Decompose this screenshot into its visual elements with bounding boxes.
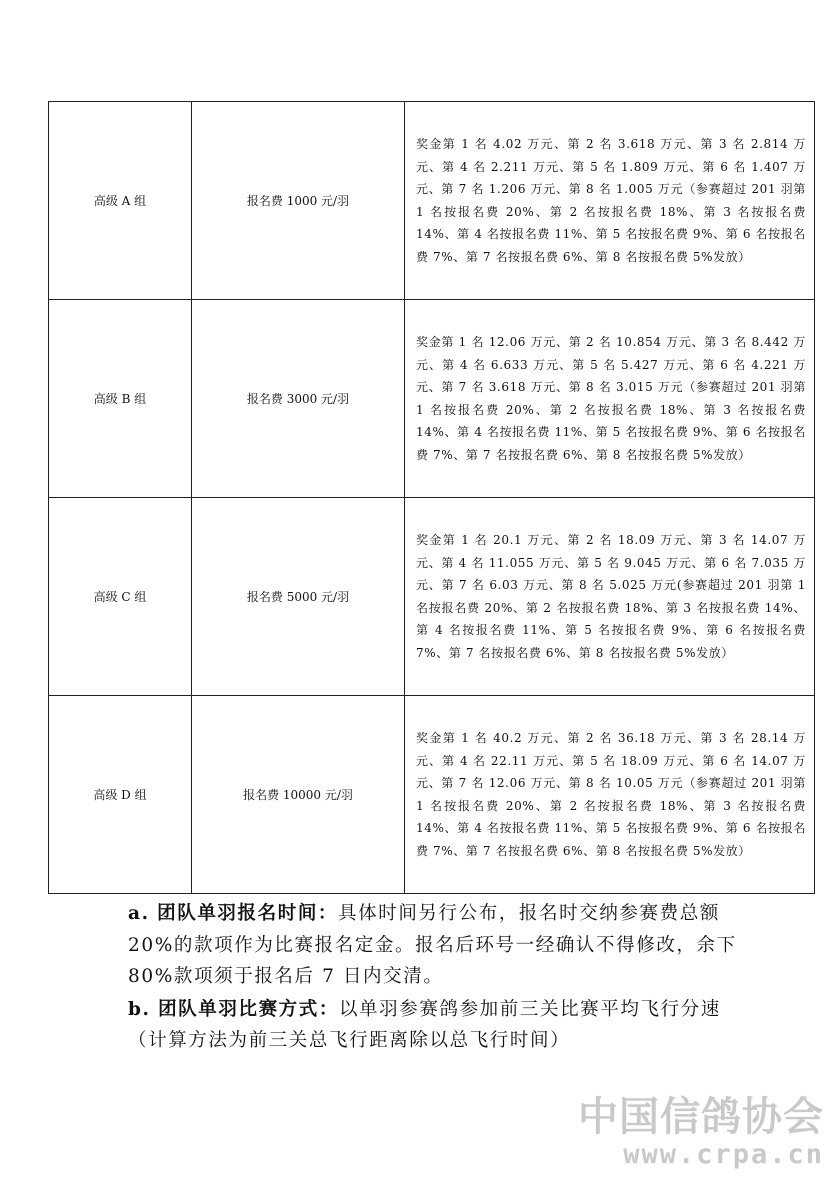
fee-cell: 报名费 3000 元/羽	[192, 300, 405, 498]
rule-b-marker: b.	[128, 998, 151, 1020]
rule-b-body: 以单羽参赛鸽参加前三关比赛平均飞行分速（计算方法为前三关总飞行距离除以总飞行时间）	[128, 998, 721, 1051]
rules-section	[128, 898, 748, 1057]
prize-cell: 奖金第 1 名 20.1 万元、第 2 名 18.09 万元、第 3 名 14.07 万元、第 4 名 11.055 万元、第 5 名 9.045 万元、第 6 名 7.035 万元、第 7 名 6.03 万元、第 8 名 5.025 万元(参赛超过 201 羽第 1 名按报名费 20%、第 2 名按报名费 18%、第 3 名按报名费 14%、第 4 名按报名费 11%、第 5 名按报名费 9%、第 6 名按报名费 7%、第 7 名按报名费 6%、第 8 名按报名费 5%发放）	[405, 498, 815, 696]
fee-cell: 报名费 10000 元/羽	[192, 696, 405, 894]
prize-table	[48, 101, 815, 894]
table-row	[49, 498, 815, 696]
rule-b-heading: 团队单羽比赛方式：	[158, 998, 339, 1020]
prize-cell: 奖金第 1 名 12.06 万元、第 2 名 10.854 万元、第 3 名 8.442 万元、第 4 名 6.633 万元、第 5 名 5.427 万元、第 6 名 4.221 万元、第 7 名 3.618 万元、第 8 名 3.015 万元（参赛超过 201 羽第 1 名按报名费 20%、第 2 名按报名费 18%、第 3 名按报名费 14%、第 4 名按报名费 11%、第 5 名按报名费 9%、第 6 名按报名费 7%、第 7 名按报名费 6%、第 8 名按报名费 5%发放）	[405, 300, 815, 498]
rule-a-heading: 团队单羽报名时间：	[157, 903, 339, 924]
fee-cell: 报名费 5000 元/羽	[192, 498, 405, 696]
fee-cell: 报名费 1000 元/羽	[192, 102, 405, 300]
watermark-url: www.crpa.cn	[623, 1139, 824, 1170]
rule-a-paragraph	[128, 898, 748, 993]
group-cell: 高级 B 组	[49, 300, 192, 498]
watermark-name: 中国信鸽协会	[578, 1094, 824, 1140]
group-cell: 高级 C 组	[49, 498, 192, 696]
rule-a-body: 具体时间另行公布，报名时交纳参赛费总额 20%的款项作为比赛报名定金。报名后环号一经确认不得修改，余下 80%款项须于报名后 7 日内交清。	[128, 903, 737, 987]
prize-cell: 奖金第 1 名 40.2 万元、第 2 名 36.18 万元、第 3 名 28.14 万元、第 4 名 22.11 万元、第 5 名 18.09 万元、第 6 名 14.07 万元、第 7 名 12.06 万元、第 8 名 10.05 万元（参赛超过 201 羽第 1 名按报名费 20%、第 2 名按报名费 18%、第 3 名按报名费 14%、第 4 名按报名费 11%、第 5 名按报名费 9%、第 6 名按报名费 7%、第 7 名按报名费 6%、第 8 名按报名费 5%发放）	[405, 696, 815, 894]
watermark	[578, 1095, 824, 1171]
rule-b-paragraph	[128, 994, 748, 1057]
group-cell: 高级 D 组	[49, 696, 192, 894]
table-row	[49, 696, 815, 894]
rule-a-marker: a.	[128, 903, 150, 924]
prize-cell: 奖金第 1 名 4.02 万元、第 2 名 3.618 万元、第 3 名 2.814 万元、第 4 名 2.211 万元、第 5 名 1.809 万元、第 6 名 1.407 万元、第 7 名 1.206 万元、第 8 名 1.005 万元（参赛超过 201 羽第 1 名按报名费 20%、第 2 名按报名费 18%、第 3 名按报名费 14%、第 4 名按报名费 11%、第 5 名按报名费 9%、第 6 名按报名费 7%、第 7 名按报名费 6%、第 8 名按报名费 5%发放）	[405, 102, 815, 300]
table-row	[49, 102, 815, 300]
table-row	[49, 300, 815, 498]
group-cell: 高级 A 组	[49, 102, 192, 300]
